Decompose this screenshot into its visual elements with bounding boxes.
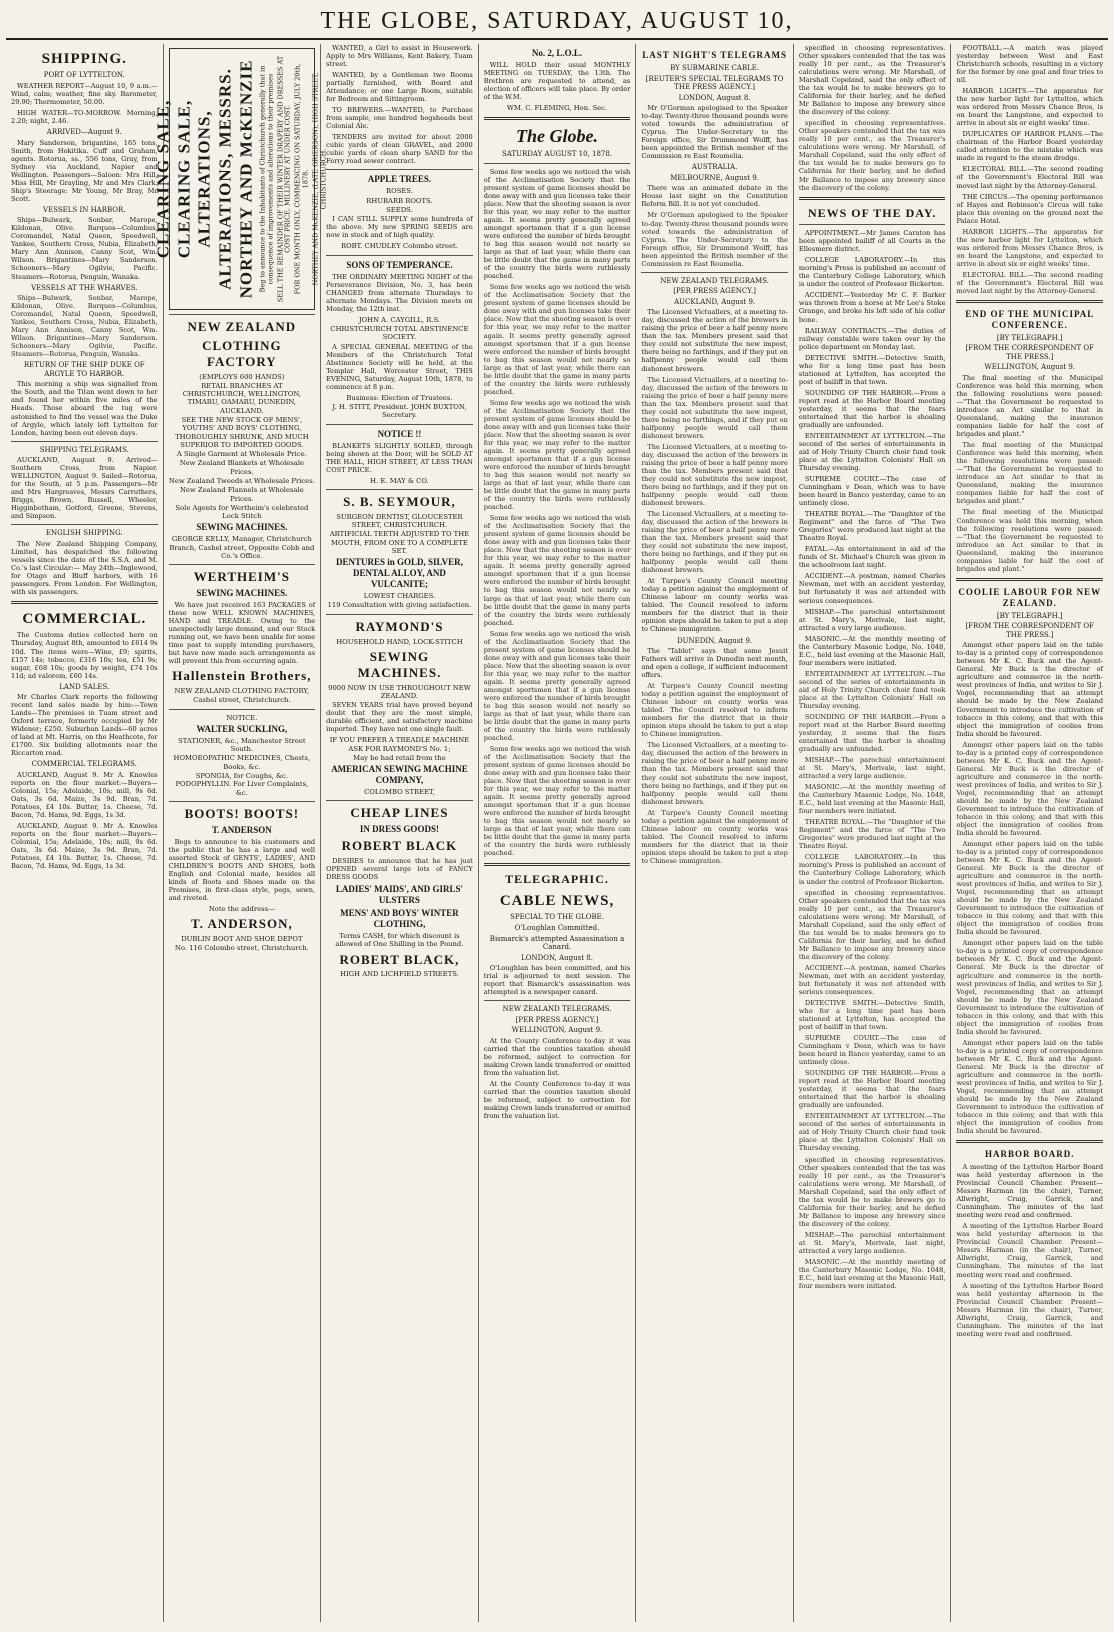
arrived-heading: ARRIVED—August 9. bbox=[46, 127, 122, 136]
black-ad bbox=[326, 805, 473, 978]
nz-sewing: SEWING MACHINES. bbox=[196, 522, 288, 533]
seymour-name: S. B. SEYMOUR, bbox=[343, 494, 456, 509]
temp-society: CHRISTCHURCH TOTAL ABSTINENCE SOCIETY. bbox=[330, 325, 469, 342]
news-filler-10: SUPREME COURT.—The case of Cunningham v Dean, which was to have been heard in Banco yesterday, came to an untimely close. bbox=[798, 1034, 946, 1067]
blankets-sign: H. E. MAY & CO. bbox=[370, 476, 429, 485]
wanted-rooms: WANTED, by a Gentleman two Rooms partially furnished, with Board and Attendance; or one Large Room, suitable for Bedroom and Sittingroom. bbox=[326, 71, 473, 104]
news-sounding: SOUNDING OF THE HARBOR.—From a report read at the Harbor Board meeting yesterday, it seems that the fears entertained that the harbor is shoaling gradually are unfounded. bbox=[798, 388, 946, 429]
wertheim-sub: SEWING MACHINES. bbox=[196, 588, 288, 599]
land-sales-text: Mr Charles Clark reports the following recent land sales made by him:—Town Lands—The premises in Tuam street and Oxford terrace, formerly occupied by Mr Widener; £250. Suburban Lands—60 acres of land at Mt. Harris, on the Heathcote, for £1700. Six building allotments near the Riccarton road. bbox=[11, 693, 158, 758]
auckland-body-4: The Licensed Victuallers, at a meeting to-day, discussed the action of the brewers in raising the price of beer a half penny more than the tax. Members present said that they could not substitute the new impost, there being no farthings, and if they put on halfpenny people would call them dishonest brewers. bbox=[641, 510, 788, 575]
leader-text-3: Some few weeks ago we noticed the wish of the Acclimatisation Society that the present system of game licenses should be done away with and gun licenses take their place. Now that the shooting season is over for this year, we may refer to the matter again. It seems pretty generally agreed amongst sportsmen that if a gun license were enforced the number of birds brought to bag this season would not nearly so large as that of last year, while there can be little doubt that the game in many parts of the country the birds were ruthlessly poached. bbox=[483, 398, 631, 512]
auckland-date: AUCKLAND, August 9. bbox=[674, 297, 756, 306]
duke-argyle-text: This morning a ship was signalled from the South, and the Titan went down to her and found her within five miles of the Heads. Those aboard the tug were astonished to find the vessel was the Duke of Argyle, which lately left Lyttelton for London, having been out eleven days. bbox=[11, 380, 158, 437]
column-ads-2 bbox=[321, 44, 479, 1622]
terms-cash: Terms CASH, for which discount is allowed of One Shilling in the Pound. bbox=[335, 932, 464, 949]
news-filler-13: specified in choosing representatives. Other speakers contended that the tax was really 10 per cent., as the Treasurer's calculations were wrong. Mr Marshall, of Marshall Copeland, said the only effect of the tax would be to make brewers go to California for their barley, and he defied Mr Ballance to impose any brewery since the discovery of the colony. bbox=[798, 1155, 946, 1228]
leader-text-2: Some few weeks ago we noticed the wish of the Acclimatisation Society that the present system of game licenses should be done away with and gun licenses take their place. Now that the shooting season is over for this year, we may refer to the matter again. It seems pretty generally agreed amongst sportsmen that if a gun license were enforced the number of birds brought to bag this season would not nearly so large as that of last year, while there can be little doubt that the game in many parts of the country the birds were ruthlessly poached. bbox=[483, 283, 631, 396]
nz-branches: RETAIL BRANCHES AT CHRISTCHURCH, WELLINGTON, TIMARU, OAMARU, DUNEDIN, AUCKLAND. bbox=[182, 381, 302, 415]
raymond-ask: IF YOU PREFER A TREADLE MACHINE ASK FOR RAYMOND'S No. 1; bbox=[329, 736, 470, 753]
column-ads-1 bbox=[153, 44, 328, 1622]
harbor-board-body-2: A meeting of the Lyttelton Harbor Board was held yesterday afternoon in the Provincial Council Chamber. Present—Messrs Harman (in the chair), Turner, Allwright, Craig, Garrick, and Cunningham. The minutes of the last meeting were read and confirmed. bbox=[956, 1222, 1104, 1279]
news-filler-8: ACCIDENT.—A postman, named Charles Newman, met with an accident yesterday, but fortunately it was not attended with serious consequences. bbox=[798, 963, 946, 996]
wertheim-title: WERTHEIM'S bbox=[193, 569, 290, 585]
last-night-heading: LAST NIGHT'S TELEGRAMS bbox=[642, 50, 787, 60]
news-duplicates: DUPLICATES OF HARBOR PLANS.—The chairman of the Harbor Board yesterday called attention to the mistake which was made in regard to the steam dredge. bbox=[956, 130, 1104, 163]
leader-text-5: Some few weeks ago we noticed the wish of the Acclimatisation Society that the present system of game licenses should be done away with and gun licenses take their place. Now that the shooting season is over for this year, we may refer to the matter again. It seems pretty generally agreed amongst sportsmen that if a gun license were enforced the number of birds brought to bag this season would not nearly so large as that of last year, while there can be little doubt that the game in many parts of the country the birds were ruthlessly poached. bbox=[483, 629, 631, 743]
news-detective: DETECTIVE SMITH.—Detective Smith, who for a long time past has been stationed at Lyttelton, has accepted the post of bailiff in that town. bbox=[798, 353, 946, 386]
tenders: TENDERS are invited for about 2000 cubic yards of clean GRAVEL, and 2000 cubic yards of clean sharp SAND for the Ferry road sewer contract. bbox=[326, 133, 473, 166]
filler-text: Ships—Bulwark, Sonbar, Marope, Kildonan, Olive. Barques—Columbus, Coromandel, Natal Queen, Speedwell, Yankee, Southern Cross, Nubia, Elizabeth, Mary Ann Annison, Canny Scot, Wm. Wilson. Brigantines—Mary Sanderson. Schooners—Mary Ogilvie, Pacific. Steamers—Rotorua, Penguin, Wanaka. bbox=[11, 294, 158, 359]
notice-title: NOTICE. bbox=[226, 713, 258, 722]
english-shipping-heading: ENGLISH SHIPPING. bbox=[45, 529, 123, 538]
clearing-sale-body: Beg to announce to the Inhabitants of Christchurch generally that in consequence of improvements and alterations to their premises bbox=[258, 65, 274, 293]
black-name-2: ROBERT BLACK, bbox=[339, 951, 460, 967]
raymond-use: 9000 NOW IN USE THROUGHOUT NEW ZEALAND. bbox=[328, 683, 471, 700]
news-railway: RAILWAY CONTRACTS.—The duties of railway constable were taken over by the police department on Monday last. bbox=[798, 326, 946, 351]
nz-blankets: New Zealand Blankets at Wholesale Prices. bbox=[179, 459, 305, 476]
news-accident-2: ACCIDENT.—A postman, named Charles Newman, met with an accident yesterday, but fortunately it was not attended with serious consequences. bbox=[798, 572, 946, 605]
newspaper-page bbox=[6, 4, 1108, 1622]
shipping-heading: SHIPPING. bbox=[41, 51, 127, 67]
hallenstein-sub: NEW ZEALAND CLOTHING FACTORY, bbox=[174, 687, 310, 696]
raymond-sub: HOUSEHOLD HAND, LOCK-STITCH bbox=[336, 637, 463, 646]
apple-trees-ad bbox=[326, 174, 473, 250]
coolie-body: Amongst other papers laid on the table to-day is a printed copy of correspondence between Mr K. C. Buck and the Agent-General. Mr Buck is the director of agriculture and commerce in the north-west provinces of India, and writes to Sir J. Vogel, recommending that an attempt should be made by the New Zealand Government to introduce the cultivation of tobacco in this colony, and that with this object the immigration of coolies from India should be favoured. bbox=[956, 641, 1104, 738]
news-filler-1: ENTERTAINMENT AT LYTTELTON.—The second of the series of entertainments in aid of Holy Trinity Church choir fund took place at the Lyttelton Colonists' Hall on Thursday evening. bbox=[798, 669, 946, 710]
columns bbox=[6, 44, 1108, 1622]
raymond-title: RAYMOND'S bbox=[355, 618, 444, 634]
leader-text: Some few weeks ago we noticed the wish of the Acclimatisation Society that the present system of game licenses should be done away with and gun licenses take their place. Now that the shooting season is over for this year, we may refer to the matter again. It seems pretty generally agreed amongst sportsmen that if a gun license were enforced the number of birds brought to bag this season would not nearly so large as that of last year, while there can be little doubt that the game in many parts of the country the birds were ruthlessly poached. bbox=[483, 167, 631, 281]
commercial-text: The Customs duties collected here on Thursday, August 8th, amounted to £614 9s 10d. The items were—Wine, £9; spirits, £157 14s; tobacco, £316 10s; tea, £51 9s; sugar, £68 10s; goods by weight, £74 10s 11d; ad valorem, £60 14s. bbox=[11, 631, 158, 680]
apple-body: I CAN STILL SUPPLY some hundreds of the above. My new SPRING SEEDS are now in stock and of high quality. bbox=[326, 215, 473, 240]
news-filler-4: MASONIC.—At the monthly meeting of the Canterbury Masonic Lodge, No. 1048, E.C., held last evening at the Masonic Hall, four members were initiated. bbox=[798, 783, 946, 816]
mens: MENS' AND BOYS' WINTER CLOTHING, bbox=[340, 908, 459, 930]
news-theatre: THEATRE ROYAL.—The "Daughter of the Regiment" and the farce of "The Two Gregories" were produced last night at the Theatre Royal. bbox=[798, 510, 946, 543]
temp-sign-2: J. H. STITT, President. JOHN BUXTON, Secretary. bbox=[332, 403, 467, 420]
apple-title: APPLE TREES. bbox=[367, 174, 432, 185]
harbor-board-heading: HARBOR BOARD. bbox=[985, 1149, 1075, 1160]
commercial-heading: COMMERCIAL. bbox=[22, 611, 147, 628]
rhubarb: RHUBARB ROOTS. bbox=[366, 196, 433, 205]
news-filler-2: SOUNDING OF THE HARBOR.—From a report read at the Harbor Board meeting yesterday, it seems that the fears entertained that the harbor is shoaling gradually are unfounded. bbox=[798, 712, 946, 754]
news-entertainment: ENTERTAINMENT AT LYTTELTON.—The second of the series of entertainments in aid of Holy Trinity Church choir fund took place at the Lyttelton Colonists' Hall on Thursday evening. bbox=[798, 431, 946, 473]
lol-ad bbox=[484, 48, 631, 112]
end-conference-body-3: The final meeting of the Municipal Conference was held this morning, when the following resolutions were passed:—"That the Government be requested to introduce an Act similar to that in Queensland, making the insurance companies liable for half the cost of brigades and plant." bbox=[956, 508, 1104, 573]
harbor-board-body: A meeting of the Lyttelton Harbor Board was held yesterday afternoon in the Provincial Council Chamber. Present—Messrs Harman (in the chair), Turner, Allwright, Craig, Garrick, and Cunningham. The minutes of the last meeting were read and confirmed. bbox=[956, 1163, 1104, 1220]
nz-employs: (EMPLOYS 600 HANDS) bbox=[199, 372, 285, 381]
nz-telegrams-body: At the County Conference to-day it was carried that the counties taxation should be reformed, subject to correction for making Crown lands transferred or omitted from the valuation list. bbox=[483, 1036, 631, 1077]
suckling-sub: STATIONER, &c., Manchester Street South. bbox=[178, 736, 306, 754]
divider bbox=[11, 524, 158, 525]
melbourne-body-2: Mr O'Gorman apologised to the Speaker to-day. Twenty-three thousand pounds were voted towards the administration of Cyprus. The Under-Secretary to the Foreign office, Sir Drummond Wolff, has been appointed the British member of the Commission re East Roumelia. bbox=[641, 211, 788, 268]
turpee-body: At Turpee's County Council meeting today a petition against the employment of Chinese labour on county works was tabled. The Council resolved to inform members for the district that in their opinion steps should be taken to put a stop to Chinese immigration. bbox=[641, 577, 788, 634]
high-water: HIGH WATER—TO-MORROW. Morning, 2.20; night, 2.46. bbox=[11, 108, 158, 125]
blankets-ad bbox=[326, 429, 473, 485]
news-supreme: SUPREME COURT.—The case of Cunningham v Dean, which was to have been heard in Banco yesterday, came to an untimely close. bbox=[798, 475, 946, 508]
coolie-body-5: Amongst other papers laid on the table to-day is a printed copy of correspondence between Mr K. C. Buck and the Agent-General. Mr Buck is the director of agriculture and commerce in the north-west provinces of India, and writes to Sir J. Vogel, recommending that an attempt should be made by the New Zealand Government to introduce the cultivation of tobacco in this colony, and that with this object the immigration of coolies from India should be favoured. bbox=[956, 1038, 1104, 1136]
clearing-sale-cta: FOR ONE MONTH ONLY, COMMENCING ON SATURDAY, JULY 20th, 1878. bbox=[293, 63, 310, 295]
cable-body: O'Loughlan has been committed, and his trial is adjourned to next session. The report that Bismarck's assassination was attempted is a newspaper canard. bbox=[483, 964, 631, 997]
end-conference-heading: END OF THE MUNICIPAL CONFERENCE. bbox=[965, 308, 1095, 330]
raymond-ad bbox=[326, 619, 473, 797]
wharves-heading: VESSELS AT THE WHARVES. bbox=[31, 283, 138, 292]
double-divider bbox=[11, 601, 158, 604]
raymond-sewing: SEWING MACHINES. bbox=[357, 648, 442, 680]
column-telegrams bbox=[636, 44, 794, 1622]
news-filler-11: SOUNDING OF THE HARBOR.—From a report read at the Harbor Board meeting yesterday, it seems that the fears entertained that the harbor is shoaling gradually are unfounded. bbox=[798, 1069, 946, 1110]
conf-wellington: WELLINGTON, August 9. bbox=[984, 363, 1075, 372]
news-accident: ACCIDENT.—Yesterday Mr C. F. Barker was thrown from a horse at Mr Lee's Stoke Grange, and broke his left side of his collar bone. bbox=[798, 291, 946, 324]
telegraphic-heading: TELEGRAPHIC. bbox=[505, 871, 609, 886]
news-college: COLLEGE LABORATORY.—In this morning's Press is published an account of the Canterbury College Laboratory, which is under the control of Professor Bickerton. bbox=[798, 256, 946, 289]
news-masonic: MASONIC.—At the monthly meeting of the Canterbury Masonic Lodge, No. 1048, E.C., held last evening at the Masonic Hall, four members were initiated. bbox=[798, 634, 946, 667]
news-filler-14: MISHAP.—The parochial entertainment at St. Mary's, Merivale, last night, attracted a very large audience. bbox=[798, 1230, 946, 1255]
leader-text-4: Some few weeks ago we noticed the wish of the Acclimatisation Society that the present system of game licenses should be done away with and gun licenses take their place. Now that the shooting season is over for this year, we may refer to the matter again. It seems pretty generally agreed amongst sportsmen that if a gun license were enforced the number of birds brought to bag this season would not nearly so large as that of last year, while there can be little doubt that the game in many parts of the country the birds were ruthlessly poached. bbox=[483, 514, 631, 627]
anderson-body: Begs to announce to his customers and the public that he has a large and well assorted Stock of GENTS', LADIES', AND CHILDREN'S BOOTS AND SHOES, both English and Colonial made, besides all kinds of Boots and Shoes made on the Premises, in first-class style, pegs, sewn, and riveted. bbox=[168, 837, 316, 902]
london-body: Mr O'Gorman apologised to the Speaker to-day. Twenty-three thousand pounds were voted towards the administration of Cyprus. The Under-Secretary to the Foreign office, Sir Drummond Wolff, has been appointed the British member of the Commission re East Roumelia. bbox=[641, 104, 788, 161]
commercial-telegrams-text: AUCKLAND, August 9. Mr A. Knowles reports on the flour market:—Buyers—Colonial, 15s; Adelaide, 10s; mill, 9s 6d. Oats, 3s 6d. Maize, 3s 9d. Bran, 7d. Potatoes, £4 10s. Butter, 1s. Cheese, 7d. Bacon, 7d. Hams, 9d. Eggs, 1s 3d. bbox=[11, 770, 158, 820]
news-fatal: FATAL.—An entertainment in aid of the funds of St. Michael's Church was given in the schoolroom last night. bbox=[798, 545, 946, 570]
lol-title: No. 2, L.O.L. bbox=[531, 48, 583, 58]
nz-title-2: CLOTHING FACTORY bbox=[202, 337, 282, 369]
anderson-depot: DUBLIN BOOT AND SHOE DEPOT bbox=[181, 935, 303, 944]
black-name: ROBERT BLACK bbox=[341, 838, 458, 854]
nz-telegrams-heading-2: NEW ZEALAND TELEGRAMS. bbox=[660, 276, 769, 285]
commercial-telegrams-text-2: AUCKLAND, August 9. Mr A. Knowles reports on the flour market:—Buyers—Colonial, 15s; Adelaide, 10s; mill, 9s 6d. Oats, 3s 6d. Maize, 3s 9d. Bran, 7d. Potatoes, £4 10s. Butter, 1s. Cheese, 7d. Bacon, 7d. Hams, 9d. Eggs, 1s 3d. bbox=[11, 822, 158, 871]
american-company: AMERICAN SEWING MACHINE COMPANY, bbox=[331, 764, 468, 786]
clearing-sale-signature: NORTHEY AND McKENZIE, (LATE GRIERSON), HIGH STREET, CHRISTCHURCH. bbox=[311, 72, 328, 286]
nz-manager: GEORGE KELLY, Manager, Christchurch Branch, Cashel street, Opposite Cobb and Co.'s Office. bbox=[169, 535, 315, 560]
lol-sign: WM. C. FLEMING, Hon. Sec. bbox=[506, 104, 608, 113]
lol-body: WILL HOLD their usual MONTHLY MEETING on TUESDAY, the 13th. The Brethren are requested to attend, as election of officers will take place. By order of the W.M. bbox=[483, 60, 631, 102]
end-conference-body-2: The final meeting of the Municipal Conference was held this morning, when the following resolutions were passed:—"That the Government be requested to introduce an Act similar to that in Queensland, making the insurance companies liable for half the cost of brigades and plant." bbox=[956, 441, 1104, 506]
wellington-date: WELLINGTON, August 9. bbox=[511, 1026, 603, 1035]
news-filler-12: ENTERTAINMENT AT LYTTELTON.—The second of the series of entertainments in aid of Holy Trinity Church choir fund took place at the Lyttelton Colonists' Hall on Thursday evening. bbox=[798, 1112, 946, 1153]
column-reports bbox=[951, 44, 1108, 1622]
raymond-body: SEVEN YEARS trial have proved beyond doubt that they are the most simple, durable efficient, and satisfactory machine imported. They have not one single fault. bbox=[326, 701, 473, 734]
cable-london: LONDON, August 8. bbox=[521, 953, 593, 962]
globe-title: The Globe. bbox=[516, 126, 599, 147]
notice-heading: NOTICE !! bbox=[377, 428, 422, 439]
dunedin-date: DUNEDIN, August 9. bbox=[677, 636, 753, 645]
wertheim-ad bbox=[169, 569, 316, 705]
news-harbor-lights: HARBOR LIGHTS.—The apparatus for the new harbor light for Lyttelton, which was ordered from Messrs Chance Bros, is on board the Langstone, and expected to arrive in about six or eight weeks' time. bbox=[956, 87, 1104, 128]
homeo-text-2: SPONGIA, for Coughs, &c. PODOPHYLLIN. For Liver Complaints, &c. bbox=[175, 772, 309, 797]
auckland-body: The Licensed Victuallers, at a meeting to-day, discussed the action of the brewers in raising the price of beer a half penny more than the tax. Members present said that they could not substitute the new impost, there being no farthings, and if they put on halfpenny people would call them dishonest brewers. bbox=[641, 308, 788, 373]
news-filler-a: HARBOR LIGHTS.—The apparatus for the new harbor light for Lyttelton, which was ordered from Messrs Chance Bros, is on board the Langstone, and expected to arrive in about six or eight weeks' time. bbox=[956, 227, 1104, 268]
temp-sign: JOHN A. CAYGILL, R.S. bbox=[358, 315, 441, 324]
nz-agents: Sole Agents for Wertheim's celebrated Lock Stitch bbox=[175, 503, 309, 521]
hallenstein-title: Hallenstein Brothers, bbox=[172, 668, 312, 684]
news-filler-9: DETECTIVE SMITH.—Detective Smith, who for a long time past has been stationed at Lyttelton, has accepted the post of bailiff in that town. bbox=[798, 998, 946, 1032]
hallenstein-addr: Cashel street, Christchurch. bbox=[193, 696, 291, 705]
brewers-debate-2: specified in choosing representatives. Other speakers contended that the tax was really 10 per cent., as the Treasurer's calculations were wrong. Mr Marshall, of Marshall Copeland, said the only effect of the tax would be to make brewers go to California for their barley, and he defied Mr Ballance to impose any brewery since the discovery of the colony. bbox=[798, 119, 946, 192]
nz-title: NEW ZEALAND bbox=[187, 319, 297, 334]
arrived-text: Mary Sanderson, brigantine, 165 tons, Smith, from Hokitika. Cuff and Graham, agents. Rotorua, ss., 556 tons, Gray, from Sydney via Auckland, Napier and Wellington. Passengers—Saloon: Mrs Hill, Miss Hill, Mr Grayling, Mr and Mrs Clark. Ship's Steerage: Mr Young, Mr Bray, Mr Scott. bbox=[11, 138, 158, 203]
auckland-body-3: The Licensed Victuallers, at a meeting to-day, discussed the action of the brewers in raising the price of beer a half penny more than the tax. Members present said that they could not substitute the new impost, there being no farthings, and if they put on halfpenny people would call them dishonest brewers. bbox=[641, 442, 788, 507]
dunedin-body: The "Tablet" says that some Jesuit Fathers will arrive in Dunedin next month, and open a college, if sufficient inducement offers. bbox=[641, 647, 788, 680]
temp-special: A SPECIAL GENERAL MEETING of the Members of the Christchurch Total Abstinence Society will be held, at the Templar Hall, Worcester Street, THIS EVENING, Saturday, August 10th, 1878, to commence at 8 p.m. bbox=[326, 342, 473, 391]
american-addr: COLOMBO STREET, bbox=[364, 788, 435, 797]
from-correspondent: [FROM THE CORRESPONDENT OF THE PRESS.] bbox=[965, 344, 1095, 361]
clearing-sale-title: CLEARING SALE, CLEARING SALE, ALTERATIONS, ALTERATIONS, MESSRS. NORTHEY AND McKENZIE bbox=[153, 59, 256, 299]
homeo-text: HOMOEOPATHIC MEDICINES, Chests, Books, &c. bbox=[173, 754, 311, 771]
coolie-correspondent: [FROM THE CORRESPONDENT OF THE PRESS.] bbox=[965, 622, 1095, 639]
dunedin-body-2: At Turpee's County Council meeting today a petition against the employment of Chinese labour on county works was tabled. The Council resolved to inform members for the district that in their opinion steps should be taken to put a stop to Chinese immigration. bbox=[641, 682, 788, 739]
press-agency: [PER PRESS AGENCY.] bbox=[515, 1015, 599, 1024]
cheap-sub: IN DRESS GOODS! bbox=[359, 824, 439, 835]
oloughlan: O'Loughlan Committed. bbox=[514, 923, 600, 932]
roses: ROSES. bbox=[386, 187, 413, 196]
news-filler-7: specified in choosing representatives. Other speakers contended that the tax was really 10 per cent., as the Treasurer's calculations were wrong. Mr Marshall, of Marshall Copeland, said the only effect of the tax would be to make brewers go to California for their barley, and he defied Mr Ballance to impose any brewery since the discovery of the colony. bbox=[798, 888, 946, 961]
melbourne-body: There was an animated debate in the House last night on the Constitution Reform Bill. It is not yet concluded. bbox=[641, 184, 788, 209]
australia-heading: AUSTRALIA. bbox=[691, 163, 738, 172]
nz-tweeds: New Zealand Tweeds at Wholesale Prices. bbox=[168, 476, 315, 485]
nz-wholesale: A Single Garment at Wholesale Price. bbox=[176, 450, 307, 459]
temp-title: SONS OF TEMPERANCE. bbox=[346, 259, 453, 270]
nz-see: SEE THE NEW STOCK OF MENS', YOUTHS' AND BOYS' CLOTHING, THOROUGHLY SHRUNK, AND MUCH SUPERIOR TO IMPORTED GOODS. bbox=[175, 415, 309, 449]
nz-clothing-ad bbox=[169, 319, 316, 560]
black-body: DESIRES to announce that he has just OPENED several large lots of FANCY DRESS GOODS bbox=[326, 857, 473, 882]
news-of-day-heading: NEWS OF THE DAY. bbox=[807, 205, 937, 220]
temp-business: Business: Election of Trustees. bbox=[346, 393, 453, 402]
cheap-title: CHEAP LINES bbox=[350, 805, 449, 821]
duke-argyle-heading: RETURN OF THE SHIP DUKE OF ARGYLE TO HARBOR. bbox=[23, 361, 145, 378]
news-filler-15: MASONIC.—At the monthly meeting of the Canterbury Masonic Lodge, No. 1048, E.C., held last evening at the Masonic Hall, four members were initiated. bbox=[798, 1257, 946, 1290]
anderson-name: T. ANDERSON bbox=[211, 824, 272, 835]
commercial-telegrams-heading: COMMERCIAL TELEGRAMS. bbox=[31, 760, 137, 769]
raymond-had: May be had retail from the bbox=[353, 753, 446, 762]
news-filler-3: MISHAP.—The parochial entertainment at St. Mary's, Merivale, last night, attracted a very large audience. bbox=[798, 756, 946, 781]
blankets-body: BLANKETS SLIGHTLY SOILED, through being shown at the Door, will be SOLD AT THE HALL, HIGH STREET, AT LESS THAN COST PRICE. bbox=[326, 441, 473, 474]
clearing-sale-note: SELL THE REMAINDER OF THEIR WINTER DRAPERY AND DRESSES AT COST PRICE. MILLINERY AT UNDER COST. bbox=[275, 55, 292, 303]
vessels-heading: VESSELS IN HARBOR. bbox=[43, 205, 126, 214]
seymour-ad bbox=[326, 494, 473, 610]
news-electoral: ELECTORAL BILL.—The second reading of the Government's Electoral Bill was moved last night by the Attorney-General. bbox=[956, 165, 1104, 190]
end-conference-body: The final meeting of the Municipal Conference was held this morning, when the following resolutions were passed:—"That the Government be requested to introduce an Act similar to that in Queensland, making the insurance companies liable for half the cost of brigades and plant." bbox=[956, 373, 1104, 439]
anderson-name-2: T. ANDERSON, bbox=[191, 916, 293, 932]
suckling-name: WALTER SUCKLING, bbox=[196, 723, 288, 734]
column-shipping bbox=[6, 44, 164, 1622]
news-mishap: MISHAP.—The parochial entertainment at St. Mary's, Merivale, last night, attracted a very large audience. bbox=[798, 607, 946, 632]
dentures: DENTURES in GOLD, SILVER, DENTAL ALLOY, AND VULCANITE; bbox=[335, 557, 463, 590]
column-news bbox=[794, 44, 952, 1622]
cable-news-heading: CABLE NEWS, bbox=[499, 893, 615, 910]
temp-body: THE ORDINARY MEETING NIGHT of the Perseverance Division, No. 3, has been CHANGED from alternate Thursdays to alternate Mondays. The Division meets on Monday, the 12th inst. bbox=[326, 272, 473, 313]
wanted-girl: WANTED, a Girl to assist in Housework. Apply to Mrs Williams, Kent Bakery, Tuam street. bbox=[326, 44, 473, 69]
weather-report: WEATHER REPORT—August 10, 9 a.m.—Wind, calm; weather, fine sky. Barometer, 29.90; Thermometer, 50.00. bbox=[11, 81, 158, 106]
brewers-debate: specified in choosing representatives. Other speakers contended that the tax was really 10 per cent., as the Treasurer's calculations were wrong. Mr Marshall, of Marshall Copeland, said the only effect of the tax would be to make brewers go to California for their barley, and he defied Mr Ballance to impose any brewery since the discovery of the colony. bbox=[798, 44, 946, 117]
seeds: SEEDS. bbox=[386, 205, 413, 214]
vessels-text: Ships—Bulwark, Sonbar, Marope, Kildonan, Olive. Barques—Columbus, Coromandel, Natal Queen, Speedwell, Yankee, Southern Cross, Nubia, Elizabeth, Mary Ann Annison, Canny Scot, Wm. Wilson. Brigantines—Mary Sanderson. Schooners—Mary Ogilvie, Pacific. Steamers—Rotorua, Penguin, Wanaka. bbox=[11, 216, 158, 281]
news-football: FOOTBALL.—A match was played yesterday between West and East Christchurch schools, resulting in a victory for the former by one goal and four tries to nil. bbox=[956, 44, 1104, 85]
temperance-ad bbox=[326, 260, 473, 420]
press-agency-2: [PER PRESS AGENCY.] bbox=[673, 287, 756, 296]
boots-ad bbox=[169, 806, 316, 953]
harbor-board-body-3: A meeting of the Lyttelton Harbor Board was held yesterday afternoon in the Provincial Council Chamber. Present—Messrs Harman (in the chair), Turner, Allwright, Craig, Garrick, and Cunningham. The minutes of the last meeting were read and confirmed. bbox=[956, 1281, 1104, 1338]
melbourne-date: MELBOURNE, August 9. bbox=[670, 173, 759, 182]
submarine-heading: BY SUBMARINE CABLE. bbox=[670, 63, 760, 72]
coolie-body-2: Amongst other papers laid on the table to-day is a printed copy of correspondence between Mr K. C. Buck and the Agent-General. Mr Buck is the director of agriculture and commerce in the north-west provinces of India, and writes to Sir J. Vogel, recommending that an attempt should be made by the New Zealand Government to introduce the cultivation of tobacco in this colony, and that with this object the immigration of coolies from India should be favoured. bbox=[956, 740, 1104, 837]
coolie-body-3: Amongst other papers laid on the table to-day is a printed copy of correspondence between Mr K. C. Buck and the Agent-General. Mr Buck is the director of agriculture and commerce in the north-west provinces of India, and writes to Sir J. Vogel, recommending that an attempt should be made by the New Zealand Government to introduce the cultivation of tobacco in this colony, and that with this object the immigration of coolies from India should be favoured. bbox=[956, 840, 1104, 937]
divider bbox=[11, 441, 158, 442]
port-heading: PORT OF LYTTELTON. bbox=[43, 71, 125, 80]
nz-flannels: New Zealand Flannels at Wholesale Prices. bbox=[179, 486, 304, 503]
news-appointment: APPOINTMENT.—Mr James Caraton has been appointed bailiff of all Courts in the Ellesmere district. bbox=[798, 229, 946, 254]
coolie-heading: COOLIE LABOUR FOR NEW ZEALAND. bbox=[958, 586, 1102, 608]
globe-date: SATURDAY AUGUST 10, 1878. bbox=[501, 150, 613, 159]
boots-title: BOOTS! BOOTS! bbox=[184, 805, 300, 821]
by-telegraph: [BY TELEGRAPH.] bbox=[996, 333, 1063, 342]
wertheim-body: We have just received 163 PACKAGES of these now WELL KNOWN MACHINES, HAND and TREADLE. Owing to the unexpectedly large demand, and our Stock running out, we have been unable for some time past to supply intending purchasers, but have now made such arrangements as will prevent this from occurring again. bbox=[168, 601, 316, 666]
lowest-charges: LOWEST CHARGES. bbox=[363, 592, 436, 601]
consultation: 119 Consultation with giving satisfaction. bbox=[327, 601, 472, 610]
apple-sign: ROBT. CHUDLEY Colombo street. bbox=[340, 242, 458, 251]
news-circus: THE CIRCUS.—The opening performance of Hayes and Robinson's Circus will take place this evening on the ground next the Palace Hotel. bbox=[956, 192, 1104, 225]
bismarck: Bismarck's attempted Assassination a Canard. bbox=[489, 934, 625, 952]
ladies: LADIES' MAIDS', AND GIRLS' ULSTERS bbox=[335, 884, 463, 906]
news-filler-b: ELECTORAL BILL.—The second reading of the Government's Electoral Bill was moved last night by the Attorney-General. bbox=[956, 270, 1104, 295]
london-date: LONDON, August 8. bbox=[678, 93, 751, 102]
dunedin-body-4: At Turpee's County Council meeting today a petition against the employment of Chinese labour on county works was tabled. The Council resolved to inform members for the district that in their opinion steps should be taken to put a stop to Chinese immigration. bbox=[641, 808, 788, 865]
seymour-sub: SURGEON DENTIST, GLOUCESTER STREET, CHRISTCHURCH. bbox=[336, 512, 463, 530]
english-shipping-text: The New Zealand Shipping Company, Limited, has despatched the following vessels since the date of the S.S.A. and M. Co.'s last Circular:— May 24th—Inglewood, for Otago and Bluff harbors, with 16 passengers. From London. For Wellington, with six passengers. bbox=[11, 539, 158, 597]
black-addr: HIGH AND LICHFIELD STREETS. bbox=[340, 970, 459, 979]
suckling-ad bbox=[169, 714, 316, 797]
masthead-title: THE GLOBE, SATURDAY, AUGUST 10, bbox=[320, 7, 794, 34]
reuter-note: [REUTER'S SPECIAL TELEGRAMS TO THE PRESS AGENCY.] bbox=[645, 74, 784, 92]
coolie-body-4: Amongst other papers laid on the table to-day is a printed copy of correspondence between Mr K. C. Buck and the Agent-General. Mr Buck is the director of agriculture and commerce in the north-west provinces of India, and writes to Sir J. Vogel, recommending that an attempt should be made by the New Zealand Government to introduce the cultivation of tobacco in this colony, and that with this object the immigration of coolies from India should be favoured. bbox=[956, 939, 1104, 1036]
nz-telegrams-heading: NEW ZEALAND TELEGRAMS. bbox=[502, 1005, 612, 1014]
seymour-body: ARTIFICIAL TEETH ADJUSTED TO THE MOUTH, FROM ONE TO A COMPLETE SET. bbox=[329, 530, 470, 555]
leader-text-6: Some few weeks ago we noticed the wish of the Acclimatisation Society that the present system of game licenses should be done away with and gun licenses take their place. Now that the shooting season is over for this year, we may refer to the matter again. It seems pretty generally agreed amongst sportsmen that if a gun license were enforced the number of birds brought to bag this season would not nearly so large as that of last year, while there can be little doubt that the game in many parts of the country the birds were ruthlessly poached. bbox=[483, 745, 631, 858]
shipping-telegrams-heading: SHIPPING TELEGRAMS. bbox=[39, 445, 129, 454]
land-sales-heading: LAND SALES. bbox=[59, 682, 110, 691]
dunedin-body-3: The Licensed Victuallers, at a meeting to-day, discussed the action of the brewers in raising the price of beer a half penny more than the tax. Members present said that they could not substitute the new impost, there being no farthings, and if they put on halfpenny people would call them dishonest brewers. bbox=[641, 741, 788, 806]
brewers-wanted: TO BREWERS.—WANTED, to Purchase from sample, one hundred hogsheads best Colonial Ale. bbox=[326, 106, 473, 131]
anderson-note: Note the address— bbox=[208, 904, 275, 913]
auckland-body-2: The Licensed Victuallers, at a meeting to-day, discussed the action of the brewers in raising the price of beer a half penny more than the tax. Members present said that they could not substitute the new impost, there being no farthings, and if they put on halfpenny people would call them dishonest brewers. bbox=[641, 375, 788, 440]
clearing-sale-ad bbox=[153, 48, 328, 310]
masthead bbox=[6, 4, 1108, 40]
special-globe: SPECIAL TO THE GLOBE. bbox=[510, 913, 604, 922]
anderson-street: No. 116 Colombo street, Christchurch. bbox=[174, 944, 309, 953]
shipping-telegrams-text: AUCKLAND, August 9. Arrived—Southern Cross, from Napier. WELLINGTON, August 9. Sailed—Rotorua, for the South, at 5 p.m. Passengers—Mr and Mrs Hargreaves, Messrs Carruthers, Briggs, Brown, Russell, Wheeler, Higginbotham, Gotford, Greene, Stevens, and Simpson. bbox=[11, 456, 158, 521]
news-filler-6: COLLEGE LABORATORY.—In this morning's Press is published an account of the Canterbury College Laboratory, which is under the control of Professor Bickerton. bbox=[798, 853, 946, 886]
nz-telegrams-body-2: At the County Conference to-day it was carried that the counties taxation should be reformed, subject to correction for making Crown lands transferred or omitted from the valuation list. bbox=[483, 1079, 631, 1121]
coolie-telegraph: [BY TELEGRAPH.] bbox=[996, 611, 1063, 620]
column-leader bbox=[479, 44, 637, 1622]
news-filler-5: THEATRE ROYAL.—The "Daughter of the Regiment" and the farce of "The Two Gregories" were produced last night at the Theatre Royal. bbox=[798, 818, 946, 851]
